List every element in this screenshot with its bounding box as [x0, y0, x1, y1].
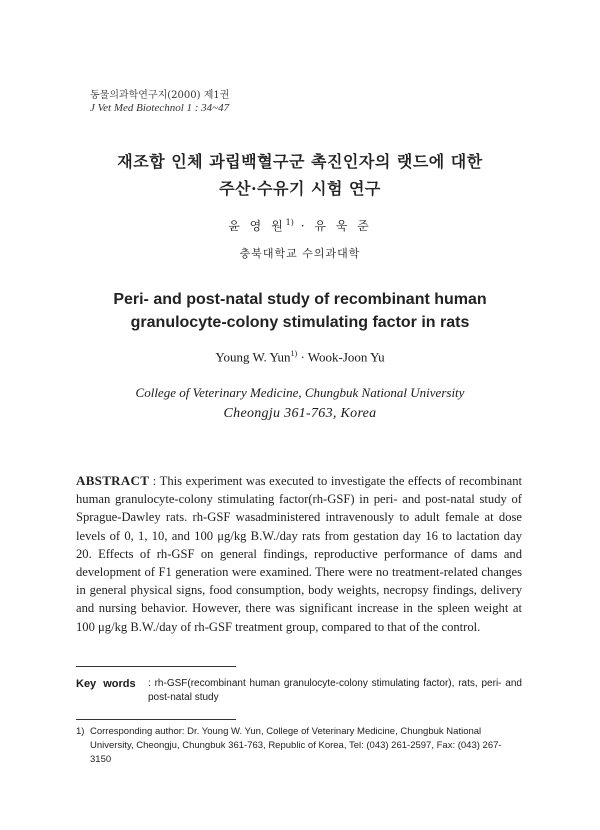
- korean-author-footnote-mark: 1): [285, 218, 294, 227]
- keywords-divider: [76, 666, 236, 667]
- english-authors: [0, 349, 600, 365]
- korean-affiliation: 충북대학교 수의과대학: [239, 247, 361, 260]
- korean-first-author: 윤 영 원: [228, 219, 286, 233]
- abstract-label: ABSTRACT: [76, 473, 150, 488]
- korean-title-line1: 재조합 인체 과립백혈구군 촉진인자의 랫드에 대한: [117, 152, 483, 171]
- english-title-line2: granulocyte-colony stimulating factor in rats: [130, 314, 470, 331]
- korean-second-author: · 유 욱 준: [293, 219, 372, 233]
- keywords-text: : rh-GSF(recombinant human granulocyte-colony stimulating factor), rats, peri- and post-natal study: [148, 678, 522, 703]
- english-first-author: Young W. Yun: [215, 349, 291, 365]
- footnote-number: 1): [76, 726, 85, 737]
- english-second-author: · Wook-Joon Yu: [297, 349, 385, 365]
- journal-citation-korean: 동물의과학연구지(2000) 제1권: [90, 90, 230, 101]
- keywords-label: Key words: [76, 678, 136, 690]
- abstract: [76, 472, 522, 636]
- footnote-divider: [76, 719, 236, 720]
- english-affiliation-line2: Cheongju 361-763, Korea: [223, 406, 377, 421]
- korean-authors: [0, 217, 600, 234]
- footnote: [76, 725, 522, 767]
- footnote-text: Corresponding author: Dr. Young W. Yun, College of Veterinary Medicine, Chungbuk National University, Cheongju, Chungbuk 361-763, Republic of Korea, Tel: (043) 261-2597, Fax: (043) 267-3150: [90, 726, 502, 765]
- journal-header: [90, 90, 229, 114]
- english-affiliation-line1: College of Veterinary Medicine, Chungbuk National University: [135, 385, 465, 400]
- english-title-line1: Peri- and post-natal study of recombinant human: [113, 291, 487, 308]
- abstract-text: : This experiment was executed to investigate the effects of recombinant human granulocyte-colony stimulating factor(rh-GSF) in peri- and post-natal study of Sprague-Dawley rats. rh-GSF wasadministered intravenously to adult female at dose levels of 0, 1, 10, and 100 μg/kg B.W./day rats from gestation day 16 to lactation day 20. Effects of rh-GSF on general findings, reproductive performance of dams and development of F1 generation were examined. There were no treatment-related changes in general physical signs, food consumption, body weights, necropsy findings, delivery and nursing behavior. However, there was significant increase in the spleen weight at 100 μg/kg B.W./day of rh-GSF treatment group, compared to that of the control.: [76, 474, 522, 634]
- korean-title-line2: 주산·수유기 시험 연구: [219, 179, 381, 198]
- keywords: [76, 677, 522, 705]
- journal-citation-english: J Vet Med Biotechnol 1 : 34~47: [90, 102, 230, 114]
- english-author-footnote-mark: 1): [290, 349, 298, 358]
